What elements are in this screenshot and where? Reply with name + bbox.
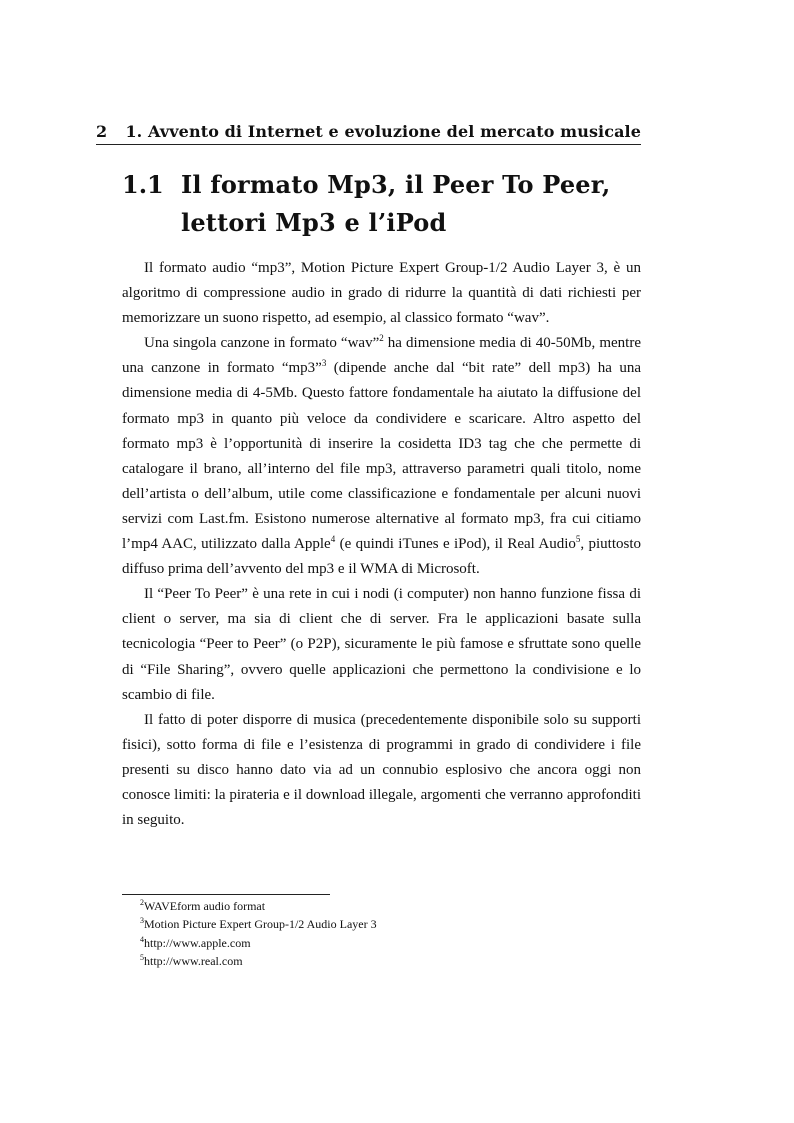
body-text	[122, 256, 641, 833]
paragraph	[122, 256, 641, 331]
footnote-mark: 5	[140, 952, 144, 962]
section-heading	[122, 166, 642, 242]
footnote-ref[interactable]: 4	[330, 534, 336, 545]
paragraph	[122, 582, 641, 707]
footnotes	[140, 897, 640, 970]
footnote-text: Motion Picture Expert Group-1/2 Audio Layer 3	[144, 917, 377, 932]
section-title: Il formato Mp3, il Peer To Peer, lettori Mp3 e l’iPod	[181, 170, 611, 237]
paragraph-text: Il formato audio “mp3”, Motion Picture Expert Group-1/2 Audio Layer 3, è un algoritmo di compressione audio in grado di ridurre la quantità di dati richiesti per memorizzare un suono rispetto, ad esempio, al classico formato “wav”.	[122, 260, 641, 327]
footnote-ref[interactable]: 2	[379, 333, 384, 344]
paragraph-text: (e quindi iTunes e iPod), il Real Audio	[335, 536, 576, 553]
paragraph-text: (dipende anche dal “bit rate” dell mp3) ha una dimensione media di 4-5Mb. Questo fattore fondamentale ha aiutato la diffusione del formato mp3 in quanto più veloce da condividere e scaricare. Altro aspetto del formato mp3 è l’opportunità di inserire la cosidetta ID3 tag che che permette di catalogare il brano, all’interno del file mp3, attraverso parametri quali titolo, nome dell’artista o dell’album, utile come classificazione e fondamentale per alcuni nuovi servizi com Last.fm. Esistono numerose alternative al formato mp3, fra cui citiamo l’mp4 AAC, utilizzato dalla Apple	[122, 360, 641, 553]
page-number: 2	[96, 122, 108, 141]
footnote-divider	[122, 894, 330, 895]
footnote	[140, 952, 640, 970]
footnote	[140, 897, 640, 915]
footnote-link[interactable]: http://www.apple.com	[144, 935, 251, 950]
footnote-mark: 3	[140, 916, 144, 926]
footnote	[140, 934, 640, 952]
running-header	[96, 122, 641, 145]
paragraph	[122, 331, 641, 582]
paragraph-text: ha dimensione media di 40-50Mb, mentre una canzone in formato “mp3”	[122, 335, 641, 377]
running-title: 1. Avvento di Internet e evoluzione del mercato musicale	[125, 122, 641, 141]
paragraph-text: Il “Peer To Peer” è una rete in cui i nodi (i computer) non hanno funzione fissa di client o server, ma sia di client che di server. Fra le applicazioni basate sulla tecnicologia “Peer to Peer” (o P2P), sicuramente le più famose e sfruttate sono quelle di “File Sharing”, ovvero quelle applicazioni che permettono la condivisione e lo scambio di file.	[122, 586, 641, 703]
paragraph-text: , piuttosto diffuso prima dell’avvento del mp3 e il WMA di Microsoft.	[122, 536, 641, 578]
footnote-ref[interactable]: 5	[575, 534, 581, 545]
paragraph	[122, 708, 641, 833]
paragraph-text: Il fatto di poter disporre di musica (precedentemente disponibile solo su supporti fisici), sotto forma di file e l’esistenza di programmi in grado di condividere i file presenti su disco hanno dato via ad un connubio esplosivo che ancora oggi non conosce limiti: la pirateria e il download illegale, argomenti che verranno approfonditi in seguito.	[122, 711, 641, 829]
footnote-text: WAVEform audio format	[144, 899, 266, 913]
footnote-ref[interactable]: 3	[321, 358, 327, 369]
paragraph-text: Una singola canzone in formato “wav”	[144, 335, 380, 352]
footnote-link[interactable]: http://www.real.com	[144, 953, 243, 968]
section-number: 1.1	[122, 170, 164, 199]
footnote-mark: 2	[140, 898, 144, 907]
footnote	[140, 915, 640, 933]
footnote-mark: 4	[140, 934, 144, 944]
